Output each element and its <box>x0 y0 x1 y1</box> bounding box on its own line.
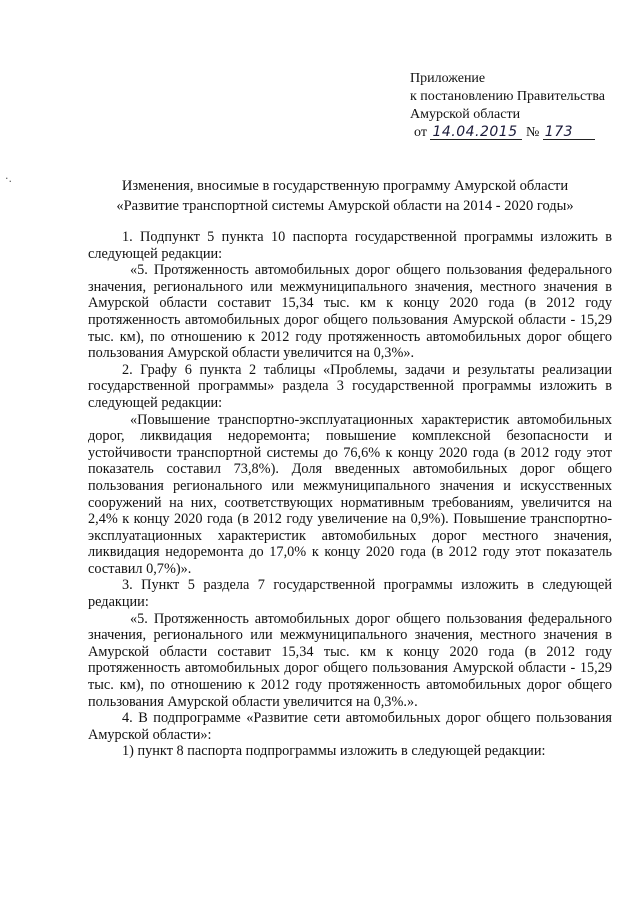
approval-header <box>410 70 630 142</box>
header-line-2: к постановлению Правительства <box>410 89 606 104</box>
handwritten-date: 14.04.2015 <box>430 125 522 140</box>
title-line-2: «Развитие транспортной системы Амурской области на 2014 - 2020 годы» <box>116 198 574 214</box>
title-line-1: Изменения, вносимые в государственную программу Амурской области <box>121 178 569 194</box>
date-prefix: от <box>414 125 427 140</box>
paragraph-5: 3. Пункт 5 раздела 7 государственной программы изложить в следующей редакции: <box>88 577 612 611</box>
paragraph-6: «5. Протяженность автомобильных дорог общего пользования федерального значения, регионального или межмуниципального значения, местного значения в Амурской области составит 15,34 тыс. км к концу 2020 года (в 2012 году протяженность автомобильных дорог общего пользования Амурской области - 15,29 тыс. км), по отношению к 2012 году протяженность автомобильных дорог общего пользования Амурской области увеличится на 0,3%.». <box>88 610 612 710</box>
header-line-3: Амурской области <box>410 107 521 122</box>
handwritten-number: 173 <box>543 125 595 140</box>
paragraph-8: 1) пункт 8 паспорта подпрограммы изложить в следующей редакции: <box>122 743 546 760</box>
paragraph-4: «Повышение транспортно-эксплуатационных характеристик автомобильных дорог, ликвидация недоремонта; повышение комплексной безопасности и устойчивости транспортной системы до 76,6% к концу 2020 года (в 2012 году этот показатель составил 73,8%). Доля введенных автомобильных дорог общего пользования регионального или межмуниципального значения и искусственных сооружений на них, соответствующих нормативным требованиям, увеличится на 2,4% к концу 2020 года (в 2012 году увеличение на 0,9%). Повышение транспортно-эксплуатационных характеристик автомобильных дорог местного значения, ликвидация недоремонта до 17,0% к концу 2020 года (в 2012 году этот показатель составил 0,7%)». <box>88 411 612 577</box>
scan-mark: ·. <box>5 172 12 185</box>
document-body <box>88 229 612 760</box>
paragraph-3: 2. Графу 6 пункта 2 таблицы «Проблемы, задачи и результаты реализации государственной программы» раздела 3 государственной программы изложить в следующей редакции: <box>88 361 612 411</box>
date-number-line <box>414 124 630 142</box>
paragraph-1: 1. Подпункт 5 пункта 10 паспорта государственной программы изложить в следующей редакции: <box>88 229 612 262</box>
header-line-1: Приложение <box>410 71 486 86</box>
paragraph-2: «5. Протяженность автомобильных дорог общего пользования федерального значения, регионального или межмуниципального значения, местного значения в Амурской области составит 15,34 тыс. км к концу 2020 года (в 2012 году протяженность автомобильных дорог общего пользования Амурской области - 15,29 тыс. км), по отношению к 2012 году протяженность автомобильных дорог общего пользования Амурской области увеличится на 0,3%». <box>88 262 612 362</box>
paragraph-7: 4. В подпрограмме «Развитие сети автомобильных дорог общего пользования Амурской области»: <box>88 710 612 743</box>
number-prefix: № <box>525 125 540 140</box>
document-title <box>85 176 605 216</box>
